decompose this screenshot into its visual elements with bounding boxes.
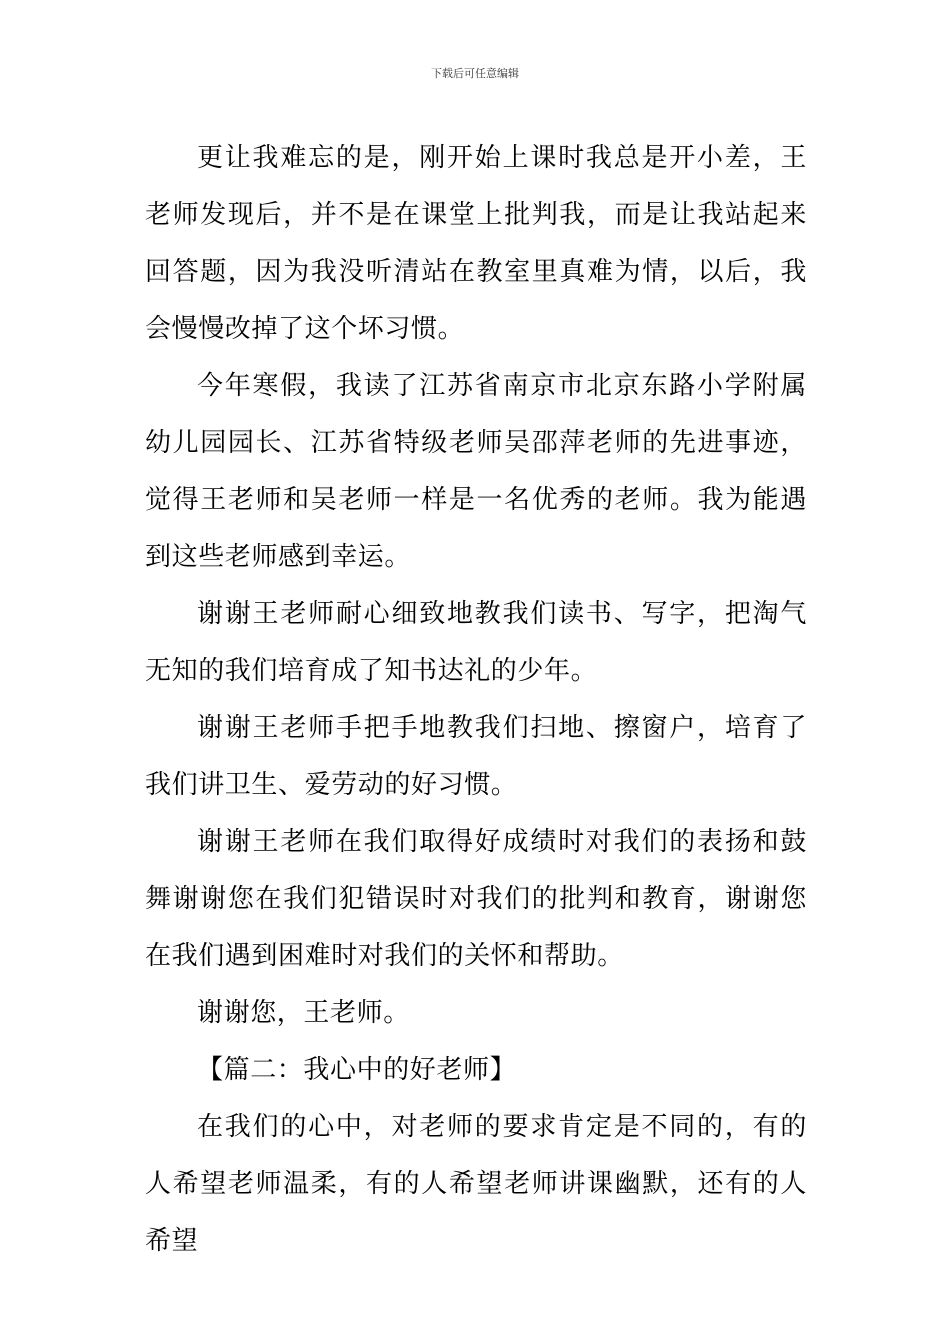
document-body — [145, 130, 807, 1270]
page-header: 下载后可任意编辑 — [431, 67, 519, 80]
paragraph: 谢谢王老师手把手地教我们扫地、擦窗户，培育了我们讲卫生、爱劳动的好习惯。 — [145, 713, 807, 800]
section-heading: 【篇二：我心中的好老师】 — [197, 1055, 517, 1085]
paragraph: 谢谢王老师耐心细致地教我们读书、写字，把淘气无知的我们培育成了知书达礼的少年。 — [145, 599, 807, 686]
paragraph: 谢谢您，王老师。 — [197, 998, 410, 1028]
paragraph: 更让我难忘的是，刚开始上课时我总是开小差，王老师发现后，并不是在课堂上批判我，而是让我站起来回答题，因为我没听清站在教室里真难为情，以后，我会慢慢改掉了这个坏习惯。 — [145, 143, 807, 344]
paragraph: 在我们的心中，对老师的要求肯定是不同的，有的人希望老师温柔，有的人希望老师讲课幽默，还有的人希望 — [145, 1112, 807, 1256]
paragraph: 今年寒假，我读了江苏省南京市北京东路小学附属幼儿园园长、江苏省特级老师吴邵萍老师的先进事迹，觉得王老师和吴老师一样是一名优秀的老师。我为能遇到这些老师感到幸运。 — [145, 371, 807, 572]
paragraph: 谢谢王老师在我们取得好成绩时对我们的表扬和鼓舞谢谢您在我们犯错误时对我们的批判和教育，谢谢您在我们遇到困难时对我们的关怀和帮助。 — [145, 827, 807, 971]
